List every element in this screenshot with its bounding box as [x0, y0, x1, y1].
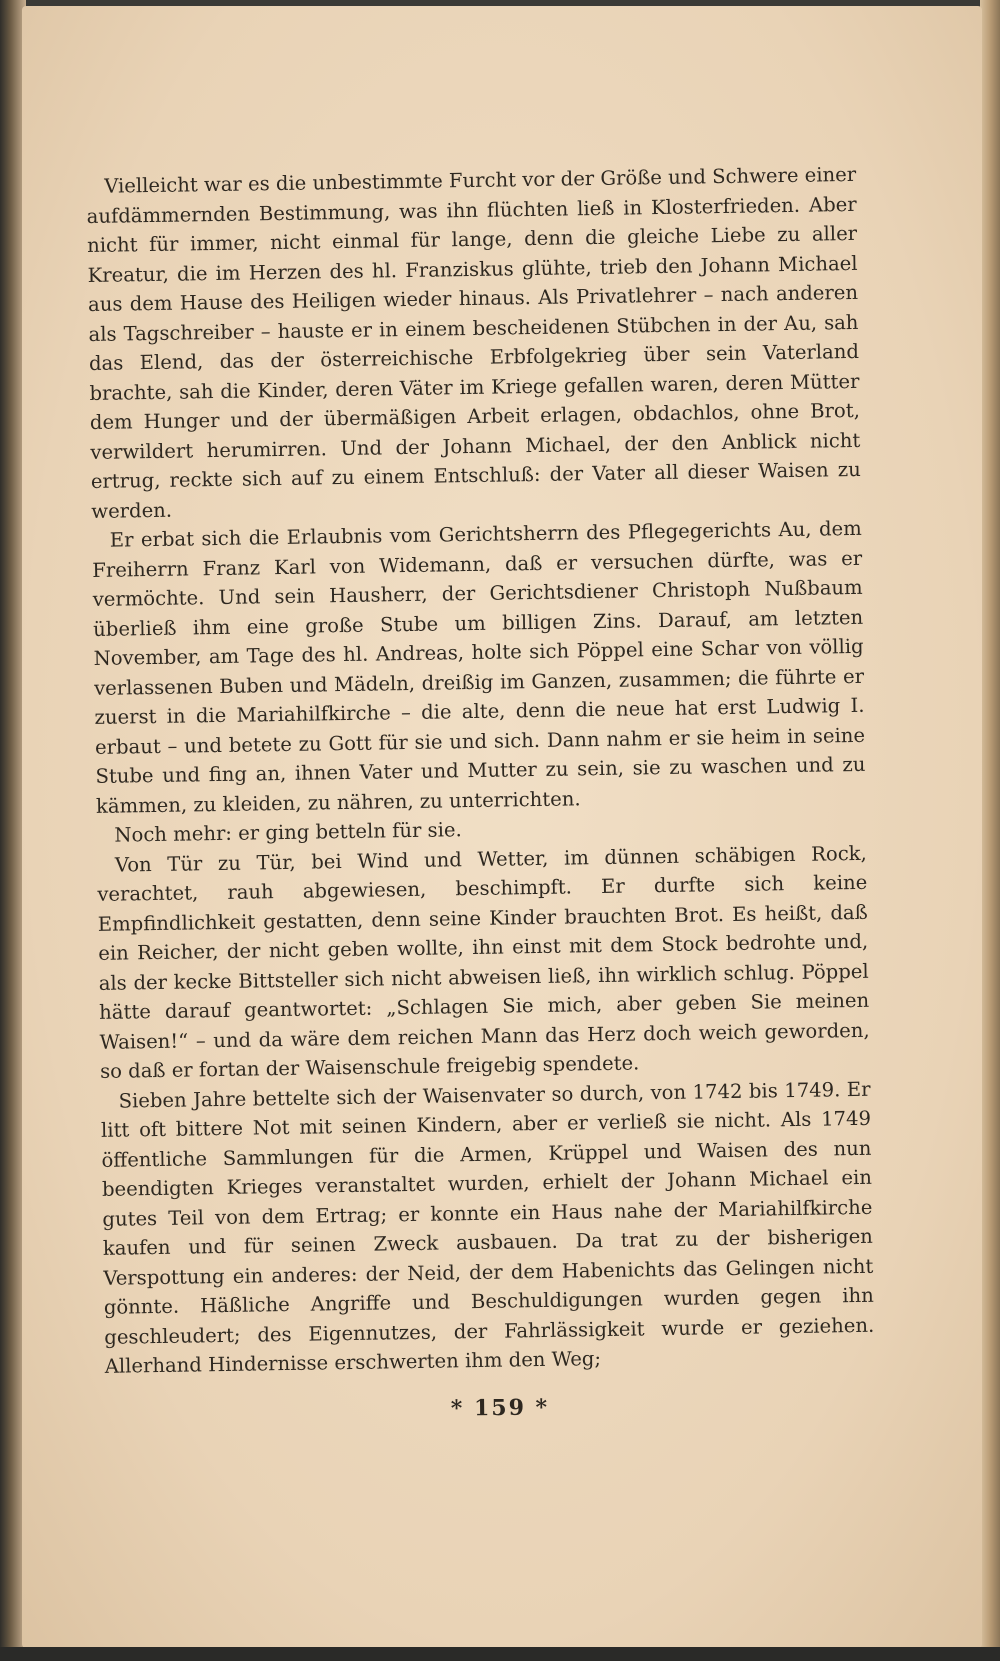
page-number: * 159 * — [450, 1394, 550, 1422]
paragraph: Von Tür zu Tür, bei Wind und Wetter, im dünnen schäbigen Rock, verachtet, rauh abgewiesen, beschimpft. Er durfte sich keine Empfindlichkeit gestatten, denn seine Kinder brauchten Brot. Es heißt, daß ein Reicher, der nicht geben wollte, ihn einst mit dem Stock bedrohte und, als der kecke Bittsteller sich nicht abweisen ließ, ihn wirklich schlug. Pöppel hätte darauf geantwortet: „Schlagen Sie mich, aber geben Sie meinen Waisen!“ – und da wäre dem reichen Mann das Herz doch weich geworden, so daß er fortan der Waisenschule freigebig spendete. — [97, 841, 870, 1083]
scan-border — [0, 1647, 1000, 1661]
paragraph: Noch mehr: er ging betteln für sie. — [114, 818, 462, 847]
paragraph: Er erbat sich die Erlaubnis vom Gerichtsherrn des Pflegegerichts Au, dem Freiherrn Franz Karl von Widemann, daß er versuchen dürfte, was er vermöchte. Und sein Hausherr, der Gerichtsdiener Christoph Nußbaum überließ ihm eine große Stube um billigen Zins. Darauf, am letzten November, am Tage des hl. Andreas, holte sich Pöppel eine Schar von völlig verlassenen Buben und Mädeln, dreißig im Ganzen, zusammen; die führte er zuerst in die Mariahilfkirche – die alte, denn die neue hat erst Ludwig I. erbaut – und betete zu Gott für sie und sich. Dann nahm er sie heim in seine Stube und fing an, ihnen Vater und Mutter zu sein, sie zu waschen und zu kämmen, zu kleiden, zu nähren, zu unterrichten. — [92, 516, 866, 818]
paragraph: Vielleicht war es die unbestimmte Furcht vor der Größe und Schwere einer aufdämmernden Bestimmung, was ihn flüchten ließ in Klosterfrieden. Aber nicht für immer, nicht einmal für lange, denn die gleiche Liebe zu aller Kreatur, die im Herzen des hl. Franziskus glühte, trieb den Johann Michael aus dem Hause des Heiligen wieder hinaus. Als Privatlehrer – nach anderen als Tagschreiber – hauste er in einem bescheidenen Stübchen in der Au, sah das Elend, das der österreichische Erbfolgekrieg über sein Vaterland brachte, sah die Kinder, deren Väter im Kriege gefallen waren, deren Mütter dem Hunger und der übermäßigen Arbeit erlagen, obdachlos, ohne Brot, verwildert herumirren. Und der Johann Michael, der den Anblick nicht ertrug, reckte sich auf zu einem Entschluß: der Vater all dieser Waisen zu werden. — [86, 162, 861, 523]
body-text — [86, 160, 875, 1381]
paragraph: Sieben Jahre bettelte sich der Waisenvater so durch, von 1742 bis 1749. Er litt oft bittere Not mit seinen Kindern, aber er verließ sie nicht. Als 1749 öffentliche Sammlungen für die Armen, Krüppel und Waisen des nun beendigten Krieges veranstaltet wurden, erhielt der Johann Michael ein gutes Teil von dem Ertrag; er konnte ein Haus nahe der Mariahilfkirche kaufen und für seinen Zweck ausbauen. Da trat zu der bisherigen Verspottung ein anderes: der Neid, der dem Habenichts das Gelingen nicht gönnte. Häßliche Angriffe und Beschuldigungen wurden gegen ihn geschleudert; des Eigennutzes, der Fahrlässigkeit wurde er geziehen. Allerhand Hindernisse erschwerten ihm den Weg; — [100, 1077, 875, 1378]
